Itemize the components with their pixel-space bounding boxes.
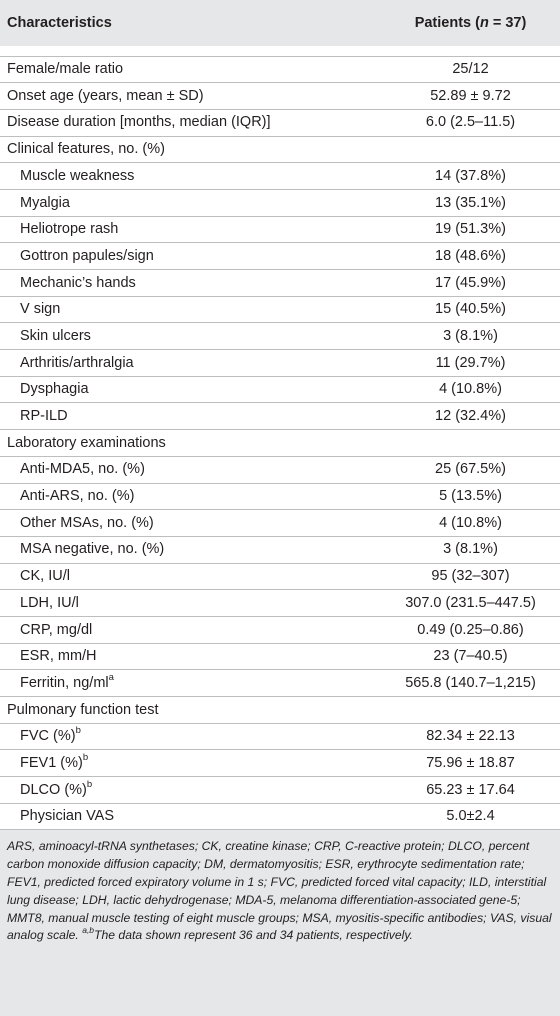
row-label-text: ESR, mm/H [20, 648, 97, 665]
row-value: 19 (51.3%) [435, 221, 506, 238]
row-label-text: Skin ulcers [20, 327, 91, 344]
row-label [0, 697, 381, 724]
row-label-text: Pulmonary function test [7, 701, 159, 718]
section-row [0, 136, 560, 163]
table-row [0, 456, 560, 483]
row-label-text: V sign [20, 301, 61, 318]
row-label-text: Anti-ARS, no. (%) [20, 488, 135, 505]
row-label-text: FVC (%) [20, 728, 76, 745]
table-row [0, 83, 560, 110]
table-footnote: ARS, aminoacyl-tRNA synthetases; CK, creatine kinase; CRP, C-reactive protein; DLCO, percent carbon monoxide diffusion capacity; DM, dermatomyositis; ESR, erythrocyte sedimentation rate; FEV1, predicted forced expiratory volume in 1 s; FVC, predicted forced vital capacity; ILD, interstitial lung disease; LDH, lactic dehydrogenase; MDA-5, melanoma differentiation-associated gene-5; MMT8, manual muscle testing of eight muscle groups; MSA, myositis-specific antibodies; VAS, visual analog scale. $^{a,b}$The data shown represent 36 and 34 patients, respectively. [0, 830, 560, 1016]
row-label [0, 670, 381, 697]
footnote-marker: b [75, 725, 81, 737]
row-value: 11 (29.7%) [435, 354, 506, 371]
row-label-text: Physician VAS [20, 808, 115, 825]
row-label-text: CRP, mg/dl [20, 621, 93, 638]
row-label [0, 296, 381, 323]
row-label [0, 403, 381, 430]
table-row [0, 270, 560, 297]
table-row [0, 803, 560, 830]
row-value: 0.49 (0.25–0.86) [417, 621, 524, 638]
row-value: 65.23 ± 17.64 [426, 781, 515, 798]
row-label-text: Laboratory examinations [7, 434, 166, 451]
table-row [0, 189, 560, 216]
table-body [0, 46, 560, 830]
row-label [0, 590, 381, 617]
row-label-text: Other MSAs, no. (%) [20, 514, 154, 531]
row-label-text: MSA negative, no. (%) [20, 541, 165, 558]
table-row [0, 323, 560, 350]
row-label-text: Heliotrope rash [20, 221, 119, 238]
table-row [0, 670, 560, 697]
table-row [0, 216, 560, 243]
row-label [0, 536, 381, 563]
table-row [0, 376, 560, 403]
row-value: 17 (45.9%) [435, 274, 506, 291]
row-label [0, 350, 381, 377]
row-label [0, 750, 381, 777]
section-row [0, 697, 560, 724]
row-label [0, 216, 381, 243]
row-value: 82.34 ± 22.13 [426, 728, 515, 745]
row-value: 14 (37.8%) [435, 167, 506, 184]
row-label-text: CK, IU/l [20, 568, 70, 585]
table-header-row [0, 0, 560, 46]
row-label [0, 563, 381, 590]
row-value: 25/12 [452, 61, 489, 78]
row-value: 52.89 ± 9.72 [430, 87, 511, 104]
table-row [0, 350, 560, 377]
row-label [0, 483, 381, 510]
row-label [0, 777, 381, 804]
row-label-text: Anti-MDA5, no. (%) [20, 461, 145, 478]
row-value: 5.0±2.4 [446, 808, 495, 825]
row-label [0, 270, 381, 297]
row-value: 12 (32.4%) [435, 408, 506, 425]
table-row [0, 536, 560, 563]
row-label [0, 430, 381, 457]
row-label [0, 323, 381, 350]
row-label [0, 163, 381, 190]
footnote-marker: a [108, 672, 114, 684]
row-label [0, 616, 381, 643]
row-label-text: LDH, IU/l [20, 594, 79, 611]
table-row [0, 56, 560, 83]
row-label [0, 376, 381, 403]
row-value: 75.96 ± 18.87 [426, 754, 515, 771]
section-row [0, 430, 560, 457]
header-characteristics: Characteristics [7, 15, 112, 31]
row-label-text: Disease duration [months, median (IQR)] [7, 114, 271, 131]
row-label [0, 56, 381, 83]
row-value: 5 (13.5%) [439, 488, 502, 505]
row-label-text: Muscle weakness [20, 167, 135, 184]
row-label [0, 109, 381, 136]
table-row [0, 616, 560, 643]
row-value: 3 (8.1%) [443, 541, 498, 558]
row-label [0, 243, 381, 270]
row-value: 6.0 (2.5–11.5) [425, 114, 516, 131]
row-value: 18 (48.6%) [435, 247, 506, 264]
row-label [0, 723, 381, 750]
row-value: 25 (67.5%) [435, 461, 506, 478]
table-row [0, 643, 560, 670]
row-label-text: Mechanic’s hands [20, 274, 136, 291]
row-label-text: RP-ILD [20, 408, 68, 425]
table-row [0, 510, 560, 537]
row-value: 565.8 (140.7–1,215) [405, 674, 536, 691]
row-value: 4 (10.8%) [439, 514, 502, 531]
table-row [0, 296, 560, 323]
row-value: 307.0 (231.5–447.5) [405, 594, 536, 611]
table-row [0, 750, 560, 777]
row-value: 15 (40.5%) [435, 301, 506, 318]
table-row [0, 723, 560, 750]
table-row [0, 777, 560, 804]
footnote-marker: b [82, 752, 89, 764]
row-label [0, 803, 381, 830]
row-label [0, 456, 381, 483]
row-label-text: Dysphagia [20, 381, 89, 398]
table-row [0, 109, 560, 136]
table-row [0, 243, 560, 270]
footnote-marker: b [86, 778, 93, 790]
table-row [0, 563, 560, 590]
row-label-text: Myalgia [20, 194, 70, 211]
row-label [0, 189, 381, 216]
row-label-text: Clinical features, no. (%) [7, 141, 165, 158]
header-patients: Patients (n = 37) [414, 15, 527, 31]
table-row [0, 403, 560, 430]
row-value [381, 136, 560, 163]
table-row [0, 590, 560, 617]
table-row [0, 163, 560, 190]
row-label [0, 83, 381, 110]
row-label-text: DLCO (%) [20, 781, 87, 798]
row-label-text: Onset age (years, mean ± SD) [7, 87, 204, 104]
row-label-text: Gottron papules/sign [20, 247, 154, 264]
row-label-text: Female/male ratio [7, 61, 124, 78]
row-value: 3 (8.1%) [443, 327, 498, 344]
row-value: 23 (7–40.5) [433, 648, 508, 665]
row-label [0, 643, 381, 670]
header-spacer [0, 46, 560, 56]
row-value [381, 430, 560, 457]
row-label [0, 510, 381, 537]
row-label [0, 136, 381, 163]
row-value: 4 (10.8%) [439, 381, 502, 398]
row-label-text: FEV1 (%) [20, 754, 83, 771]
table-row [0, 483, 560, 510]
row-value [381, 697, 560, 724]
row-label-text: Ferritin, ng/ml [20, 674, 109, 691]
row-value: 95 (32–307) [431, 568, 510, 585]
row-label-text: Arthritis/arthralgia [20, 354, 134, 371]
row-value: 13 (35.1%) [435, 194, 506, 211]
